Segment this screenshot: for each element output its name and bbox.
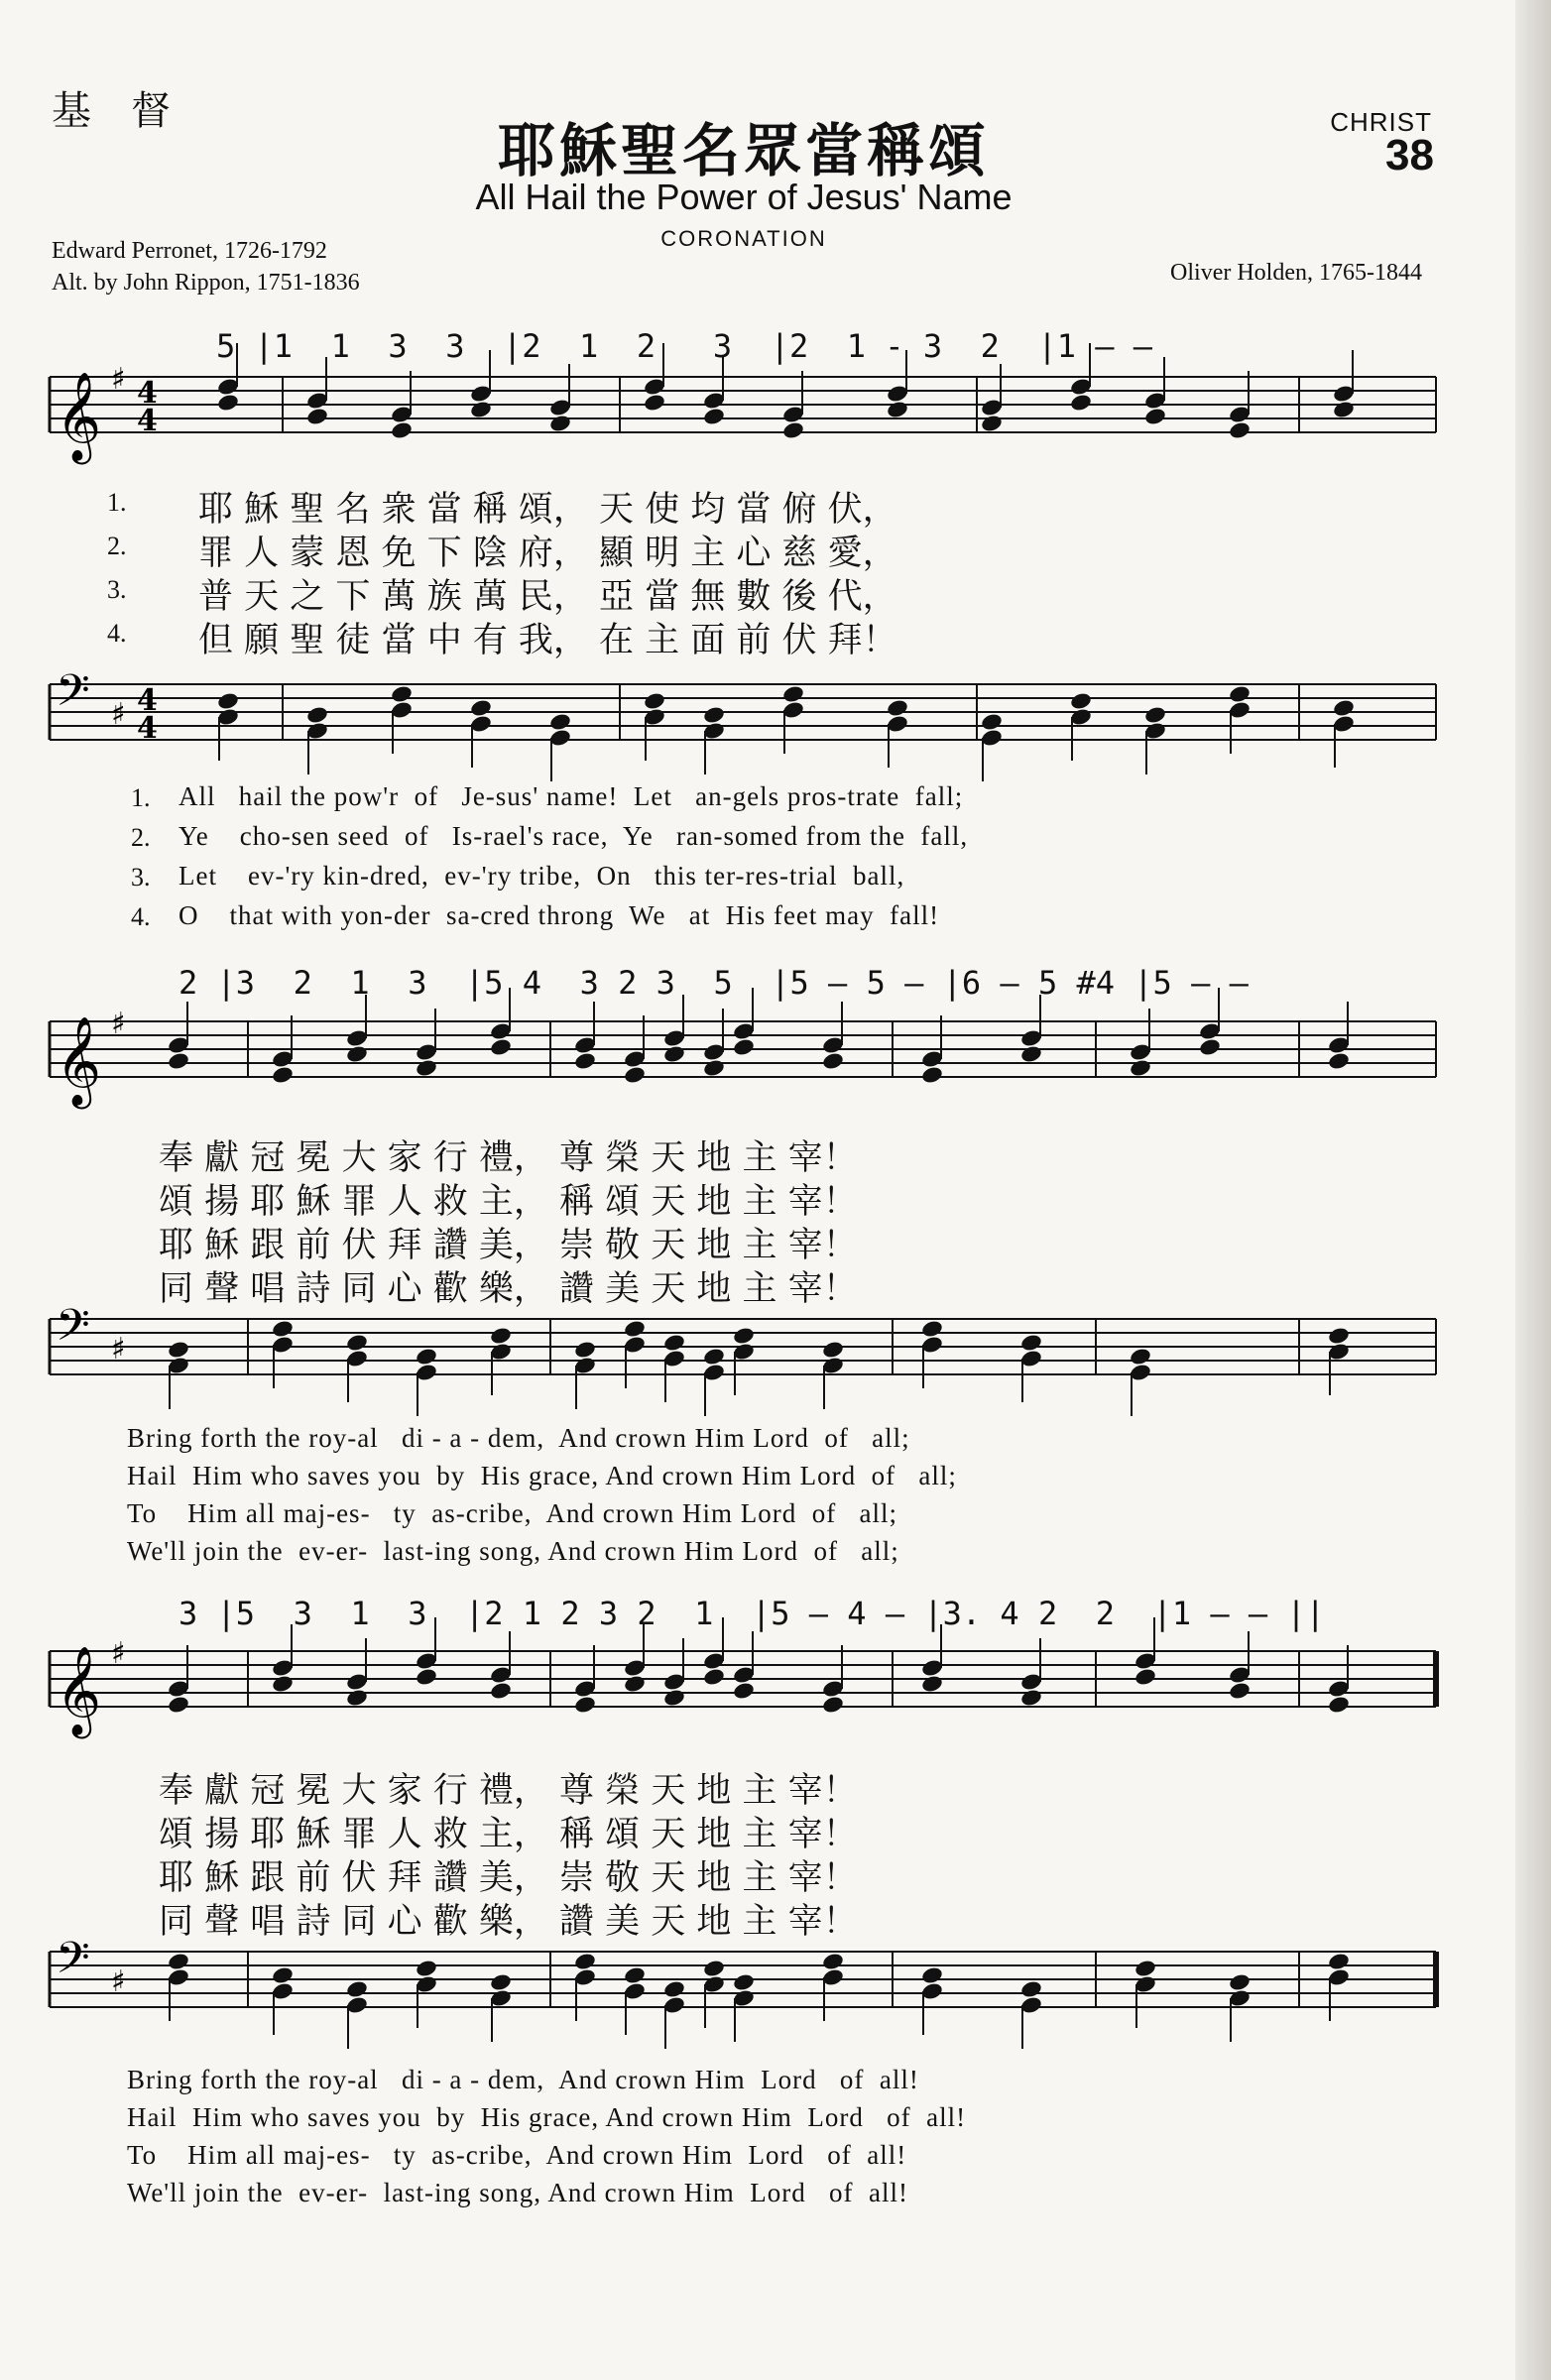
english-lyric-1-1: All hail the pow'r of Je-sus' name! Let an-gels pros-trate fall; (179, 781, 964, 811)
note-head (1069, 393, 1093, 413)
english-lyric-2-3: To Him all maj-es- ty as-cribe, And crown Him Lord of all; (127, 1498, 897, 1528)
note-head (732, 1972, 756, 1992)
note-head (1143, 705, 1167, 725)
note-head (305, 705, 329, 725)
time-signature-bottom: 4 (137, 404, 158, 438)
english-verse-number-3: 3. (131, 863, 151, 892)
key-signature-sharp: ♯ (111, 1007, 126, 1041)
note-head (216, 691, 240, 711)
note-head (1228, 1972, 1252, 1992)
note-head (1129, 1058, 1152, 1078)
note-head (271, 1674, 295, 1694)
chinese-lyric-1-2: 罪 人 蒙 恩 免 下 陰 府， 顯 明 主 心 慈 愛， (198, 534, 897, 573)
chinese-lyric-1-1: 耶 穌 聖 名 衆 當 稱 頌， 天 使 均 當 俯 伏， (198, 490, 897, 530)
chinese-lyric-1-4: 但 願 聖 徒 當 中 有 我， 在 主 面 前 伏 拜！ (198, 621, 897, 660)
bass-clef-icon: 𝄢 (56, 1932, 90, 1994)
note-head (1198, 1037, 1222, 1057)
note-head (573, 1952, 597, 1971)
note-head (920, 1319, 944, 1339)
note-head (886, 400, 909, 419)
note-head (573, 1051, 597, 1071)
section-label: 基督 (52, 88, 210, 134)
note-head (489, 1326, 513, 1346)
verse-number-3: 3. (107, 575, 127, 604)
english-verse-number-2: 2. (131, 823, 151, 852)
note-head (1228, 684, 1252, 704)
bass-clef-icon: 𝄢 (56, 664, 90, 727)
chinese-lyric-3-4: 同 聲 唱 詩 同 心 歡 樂， 讚 美 天 地 主 宰！ (159, 1902, 858, 1942)
note-head (662, 1979, 686, 1999)
time-signature-bottom: 4 (137, 711, 158, 746)
title-chinese: 耶穌聖名眾當稱頌 (497, 117, 990, 184)
jianpu-line-1: 5 |1 1 3 3 |2 1 2 3 |2 1 - 3 2 |1 — — (216, 327, 1153, 365)
verse-number-4: 4. (107, 619, 127, 648)
chinese-lyric-3-3: 耶 穌 跟 前 伏 拜 讚 美， 崇 敬 天 地 主 宰！ (159, 1858, 858, 1898)
note-head (732, 1037, 756, 1057)
english-lyric-2-4: We'll join the ev-er- last-ing song, And crown Him Lord of all; (127, 1536, 899, 1566)
note-head (1332, 698, 1356, 718)
note-head (167, 1051, 190, 1071)
time-signature-top: 4 (137, 376, 158, 411)
note-head (1129, 1347, 1152, 1367)
note-head (1228, 1681, 1252, 1701)
note-head (623, 1965, 647, 1985)
note-head (643, 393, 666, 413)
key-signature-sharp: ♯ (111, 1332, 126, 1367)
hymn-number: 38 (1385, 131, 1434, 179)
note-head (702, 1058, 726, 1078)
note-head (623, 1065, 647, 1085)
key-signature-sharp: ♯ (111, 697, 126, 732)
tune-name: CORONATION (660, 226, 827, 251)
note-head (573, 1695, 597, 1715)
note-head (548, 414, 572, 433)
note-head (1019, 1333, 1043, 1353)
note-head (489, 1037, 513, 1057)
note-head (1019, 1044, 1043, 1064)
english-lyric-3-1: Bring forth the roy-al di - a - dem, And crown Him Lord of all! (127, 2065, 919, 2094)
chinese-lyric-2-3: 耶 穌 跟 前 伏 拜 讚 美， 崇 敬 天 地 主 宰！ (159, 1226, 858, 1265)
note-head (980, 712, 1004, 732)
category-label: CHRIST (1330, 107, 1432, 137)
note-head (662, 1333, 686, 1353)
note-head (390, 420, 414, 440)
note-head (1332, 400, 1356, 419)
note-head (623, 1674, 647, 1694)
english-lyric-3-2: Hail Him who saves you by His grace, And crown Him Lord of all! (127, 2102, 967, 2132)
note-head (1019, 1979, 1043, 1999)
bass-clef-icon: 𝄢 (56, 1299, 90, 1362)
treble-clef-icon: 𝄞 (56, 1016, 102, 1106)
note-head (345, 1688, 369, 1708)
note-head (469, 400, 493, 419)
verse-number-1: 1. (107, 488, 127, 517)
english-lyric-2-1: Bring forth the roy-al di - a - dem, And crown Him Lord of all; (127, 1423, 910, 1453)
note-head (345, 1044, 369, 1064)
english-lyric-1-2: Ye cho-sen seed of Is-rael's race, Ye ran-somed from the fall, (179, 821, 969, 851)
chinese-lyric-2-4: 同 聲 唱 詩 同 心 歡 樂， 讚 美 天 地 主 宰！ (159, 1269, 858, 1309)
note-head (1327, 1695, 1351, 1715)
note-head (1133, 1667, 1157, 1687)
note-head (781, 420, 805, 440)
english-lyric-3-4: We'll join the ev-er- last-ing song, And crown Him Lord of all! (127, 2178, 908, 2207)
author-credit: Edward Perronet, 1726-1792 (52, 238, 327, 264)
note-head (1143, 407, 1167, 426)
note-head (702, 1959, 726, 1978)
note-head (781, 684, 805, 704)
chinese-lyric-3-1: 奉 獻 冠 冕 大 家 行 禮， 尊 榮 天 地 主 宰！ (159, 1771, 858, 1811)
note-head (920, 1674, 944, 1694)
composer-credit: Oliver Holden, 1765-1844 (1170, 260, 1422, 286)
english-verse-number-4: 4. (131, 902, 151, 931)
note-head (390, 684, 414, 704)
chinese-lyric-2-1: 奉 獻 冠 冕 大 家 行 禮， 尊 榮 天 地 主 宰！ (159, 1138, 858, 1178)
note-head (1228, 420, 1252, 440)
note-head (271, 1065, 295, 1085)
note-head (702, 705, 726, 725)
note-head (821, 1340, 845, 1360)
note-head (732, 1326, 756, 1346)
note-head (345, 1333, 369, 1353)
note-head (662, 1688, 686, 1708)
note-head (1327, 1952, 1351, 1971)
jianpu-line-2: 2 |3 2 1 3 |5 4 3 2 3 5 |5 — 5 — |6 — 5 #4 |5 — — (179, 964, 1249, 1002)
time-signature-top: 4 (137, 683, 158, 718)
note-head (702, 1667, 726, 1687)
note-head (1327, 1051, 1351, 1071)
note-head (920, 1065, 944, 1085)
english-lyric-2-2: Hail Him who saves you by His grace, And crown Him Lord of all; (127, 1461, 957, 1490)
note-head (643, 691, 666, 711)
note-head (980, 414, 1004, 433)
note-head (920, 1965, 944, 1985)
title-english: All Hail the Power of Jesus' Name (475, 177, 1013, 217)
english-lyric-1-3: Let ev-'ry kin-dred, ev-'ry tribe, On this ter-res-trial ball, (179, 861, 905, 891)
english-lyric-1-4: O that with yon-der sa-cred throng We at His feet may fall! (179, 900, 940, 930)
key-signature-sharp: ♯ (111, 1964, 126, 1999)
note-head (821, 1695, 845, 1715)
note-head (548, 712, 572, 732)
english-verse-number-1: 1. (131, 783, 151, 812)
note-head (1133, 1959, 1157, 1978)
note-head (271, 1965, 295, 1985)
alteration-credit: Alt. by John Rippon, 1751-1836 (52, 270, 360, 296)
treble-clef-icon: 𝄞 (56, 1646, 102, 1735)
note-head (821, 1952, 845, 1971)
note-head (1019, 1688, 1043, 1708)
note-head (271, 1319, 295, 1339)
note-head (415, 1347, 438, 1367)
note-head (573, 1340, 597, 1360)
verse-number-2: 2. (107, 532, 127, 560)
note-head (167, 1952, 190, 1971)
note-head (702, 1347, 726, 1367)
key-signature-sharp: ♯ (111, 1636, 126, 1671)
chinese-lyric-1-3: 普 天 之 下 萬 族 萬 民， 亞 當 無 數 後 代， (198, 577, 897, 617)
note-head (1069, 691, 1093, 711)
chinese-lyric-2-2: 頌 揚 耶 穌 罪 人 救 主， 稱 頌 天 地 主 宰！ (159, 1182, 858, 1222)
note-head (415, 1667, 438, 1687)
note-head (167, 1695, 190, 1715)
note-head (1327, 1326, 1351, 1346)
note-head (415, 1959, 438, 1978)
note-head (623, 1319, 647, 1339)
treble-clef-icon: 𝄞 (56, 372, 102, 461)
note-head (305, 407, 329, 426)
note-head (732, 1681, 756, 1701)
note-head (886, 698, 909, 718)
english-lyric-3-3: To Him all maj-es- ty as-cribe, And crown Him Lord of all! (127, 2140, 907, 2170)
note-head (216, 393, 240, 413)
chinese-lyric-3-2: 頌 揚 耶 穌 罪 人 救 主， 稱 頌 天 地 主 宰！ (159, 1815, 858, 1854)
note-head (821, 1051, 845, 1071)
key-signature-sharp: ♯ (111, 362, 126, 397)
note-head (167, 1340, 190, 1360)
note-head (662, 1044, 686, 1064)
note-head (469, 698, 493, 718)
note-head (489, 1681, 513, 1701)
note-head (345, 1979, 369, 1999)
note-head (489, 1972, 513, 1992)
note-head (415, 1058, 438, 1078)
note-head (702, 407, 726, 426)
jianpu-line-3: 3 |5 3 1 3 |2 1 2 3 2 1 |5 — 4 — |3. 4 2 2 |1 — — || (179, 1595, 1325, 1632)
